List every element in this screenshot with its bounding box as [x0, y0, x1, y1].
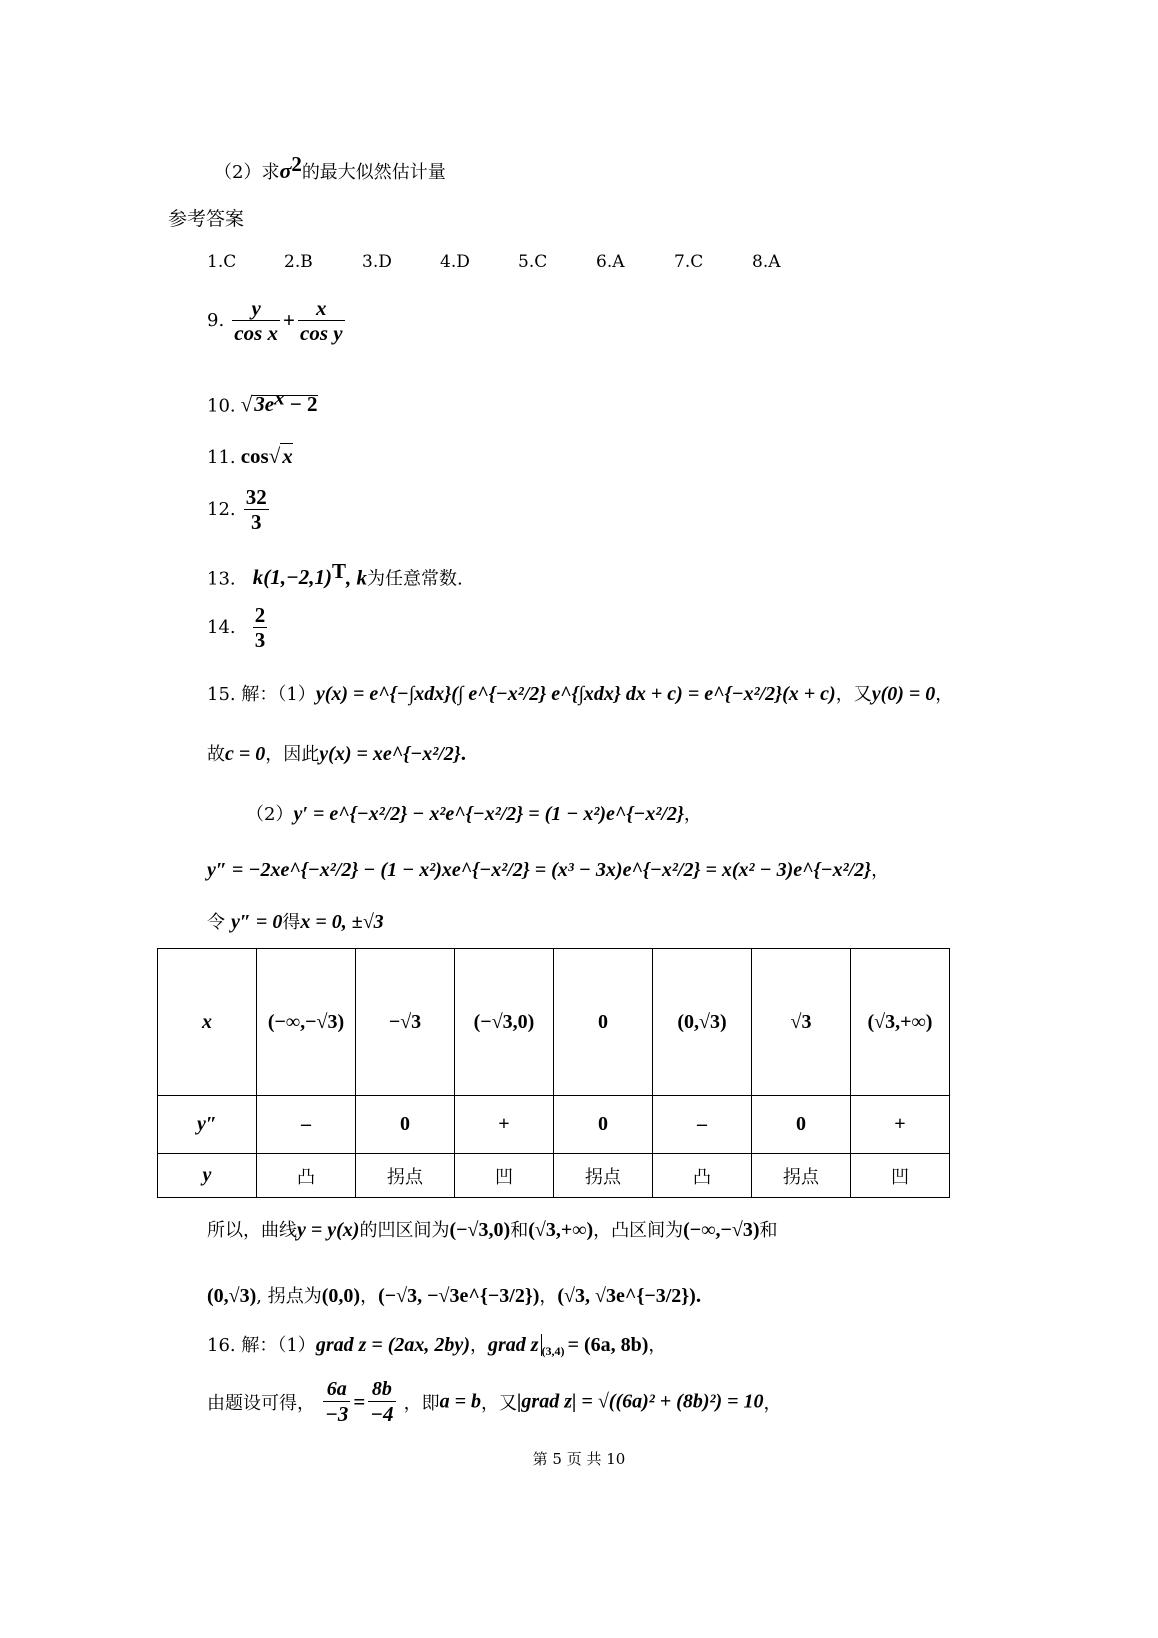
- table-cell: 凹: [851, 1154, 950, 1198]
- answer-15-line-1: 15. 解：（1）y(x) = e^{−∫xdx}(∫ e^{−x²/2} e^{∫xdx} dx + c) = e^{−x²/2}(x + c)，又y(0) = 0，: [207, 683, 954, 705]
- choice-5: 5.C: [518, 252, 548, 272]
- choice-4: 4.D: [440, 252, 470, 272]
- table-cell: −√3: [356, 949, 455, 1096]
- choice-1: 1.C: [207, 252, 237, 272]
- choice-3: 3.D: [362, 252, 392, 272]
- table-cell: (−∞,−√3): [257, 949, 356, 1096]
- table-cell: 凹: [455, 1154, 554, 1198]
- table-cell: –: [653, 1096, 752, 1154]
- table-cell: 凸: [653, 1154, 752, 1198]
- answers-heading: 参考答案: [168, 208, 245, 230]
- table-row-y: [158, 1154, 950, 1198]
- table-cell: 0: [752, 1096, 851, 1154]
- answer-16-line-1: 16. 解：（1）grad z = (2ax, 2by)，grad z $_{(3,4)}$ = (6a, 8b)，: [207, 1334, 667, 1359]
- choice-6: 6.A: [596, 252, 625, 272]
- table-row-y-second: [158, 1096, 950, 1154]
- answer-10: 10. $√3e^x - 2$: [207, 386, 318, 417]
- choice-7: 7.C: [674, 252, 704, 272]
- table-header-y-second: y″: [158, 1096, 257, 1154]
- table-header-y: y: [158, 1154, 257, 1198]
- table-cell: √3: [752, 949, 851, 1096]
- table-header-x: x: [158, 949, 257, 1096]
- answer-16-line-2: 由题设可得， $\frac{6a}{-3}$ = $\frac{8b}{-4}$ ，即a = b，又|grad z| = √((6a)² + (8b)²) = 10，: [207, 1378, 782, 1426]
- table-cell: 0: [554, 1096, 653, 1154]
- question-part-2: （2）求$\sigma^2$的最大似然估计量: [214, 152, 446, 183]
- sigma-symbol: σ: [279, 158, 292, 183]
- table-cell: 0: [554, 949, 653, 1096]
- table-cell: 拐点: [356, 1154, 455, 1198]
- table-cell: (√3,+∞): [851, 949, 950, 1096]
- answer-15-line-5: 令 y″ = 0得x = 0, ±√3: [207, 911, 384, 933]
- table-cell: 拐点: [554, 1154, 653, 1198]
- table-cell: (−√3,0): [455, 949, 554, 1096]
- table-cell: +: [851, 1096, 950, 1154]
- table-row-x: [158, 949, 950, 1096]
- answer-13: 13. $k(1,-2,1)^T$, k为任意常数.: [207, 559, 463, 590]
- table-cell: 凸: [257, 1154, 356, 1198]
- answer-15-line-3: （2）y′ = e^{−x²/2} − x²e^{−x²/2} = (1 − x²)e^{−x²/2}，: [246, 803, 702, 825]
- table-cell: 拐点: [752, 1154, 851, 1198]
- table-cell: +: [455, 1096, 554, 1154]
- conclusion-line-1: 所以，曲线y = y(x)的凹区间为(−√3,0)和(√3,+∞)，凸区间为(−∞,−√3)和: [207, 1219, 778, 1241]
- choice-2: 2.B: [284, 252, 313, 272]
- answer-15-line-2: 故c = 0，因此y(x) = xe^{−x²/2}.: [207, 741, 466, 765]
- conclusion-line-2: (0,√3), 拐点为(0,0)，(−√3, −√3e^{−3/2})，(√3, √3e^{−3/2}).: [207, 1283, 702, 1307]
- table-cell: 0: [356, 1096, 455, 1154]
- answer-11: 11. cos√x: [207, 444, 293, 468]
- concavity-table: [157, 948, 950, 1198]
- answer-15-line-4: y″ = −2xe^{−x²/2} − (1 − x²)xe^{−x²/2} = (x³ − 3x)e^{−x²/2} = x(x² − 3)e^{−x²/2}，: [207, 859, 890, 881]
- table-cell: (0,√3): [653, 949, 752, 1096]
- page-footer: 第 5 页 共 10: [532, 1450, 626, 1468]
- answer-9: 9. $\frac{y}{\text{cos x}}$ + $\frac{x}{\text{cos y}}$: [207, 296, 343, 346]
- answer-14: 14. $\frac{2}{3}$: [207, 603, 266, 653]
- answer-12: 12. $\frac{32}{3}$: [207, 485, 267, 535]
- choice-8: 8.A: [752, 252, 781, 272]
- table-cell: –: [257, 1096, 356, 1154]
